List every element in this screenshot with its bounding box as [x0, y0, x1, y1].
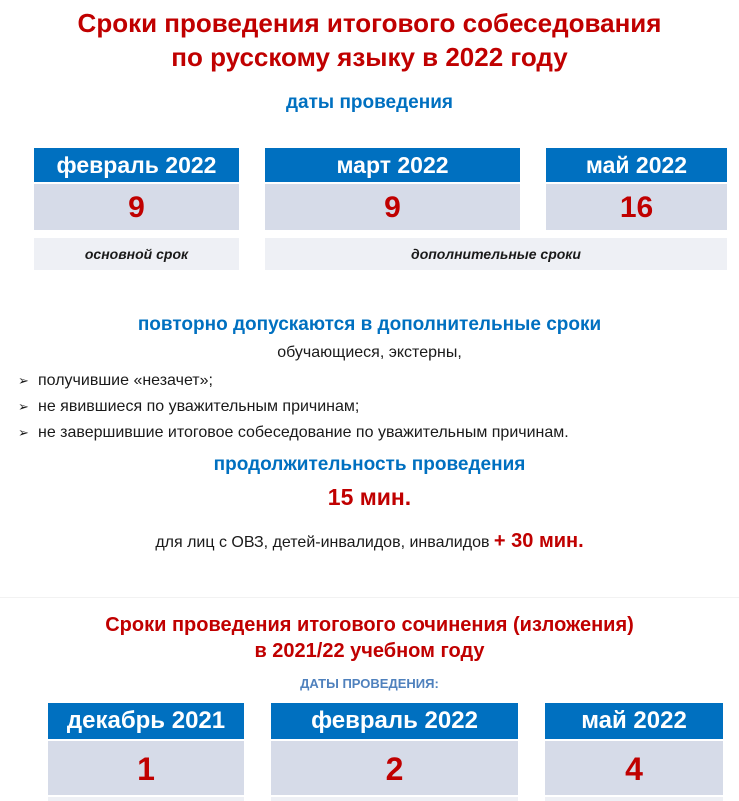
arrow-bullet-icon: ➢: [18, 399, 29, 414]
card-footer-strip: [271, 797, 518, 801]
title-line-2: по русскому языку в 2022 году: [171, 42, 568, 72]
list-item-text: получившие «незачет»;: [38, 372, 213, 389]
date-card-month: декабрь 2021: [48, 703, 244, 739]
list-item: [18, 420, 569, 446]
main-term-label: основной срок: [34, 238, 239, 270]
date-card-day: 16: [546, 182, 727, 230]
date-card-month: май 2022: [546, 148, 727, 182]
extra-terms-label: дополнительные сроки: [265, 238, 727, 270]
date-card-day: 4: [545, 739, 723, 795]
arrow-bullet-icon: ➢: [18, 425, 29, 440]
date-card-day: 9: [265, 182, 520, 230]
date-card-month: февраль 2022: [34, 148, 239, 182]
ovz-extra-time: + 30 мин.: [493, 530, 584, 552]
list-item: [18, 368, 569, 394]
title-line-1: Сроки проведения итогового сочинения (изложения): [105, 614, 634, 636]
date-card-march: [265, 148, 520, 230]
readmit-list: [18, 368, 569, 446]
readmit-heading: повторно допускаются в дополнительные сроки: [137, 314, 602, 335]
ovz-line: [0, 530, 739, 553]
list-item-text: не завершившие итоговое собеседование по уважительным причинам.: [38, 424, 569, 441]
date-card-month: май 2022: [545, 703, 723, 739]
card-footer-strip: [48, 797, 244, 801]
duration-heading: продолжительность проведения: [213, 454, 526, 475]
date-card-february: [34, 148, 239, 230]
title-line-1: Сроки проведения итогового собеседования: [77, 8, 662, 38]
card-footer-strip: [545, 797, 723, 801]
list-item-text: не явившиеся по уважительным причинам;: [38, 398, 360, 415]
date-card-day: 1: [48, 739, 244, 795]
dates-heading: даты проведения: [286, 92, 453, 113]
ovz-text: для лиц с ОВЗ, детей-инвалидов, инвалидов: [155, 534, 494, 551]
date-card-december: [48, 703, 244, 795]
readmit-intro: обучающиеся, экстерны,: [277, 344, 462, 361]
date-card-may: [545, 703, 723, 795]
date-card-month: март 2022: [265, 148, 520, 182]
date-card-month: февраль 2022: [271, 703, 518, 739]
slide-title: [0, 612, 739, 664]
date-card-may: [546, 148, 727, 230]
date-card-day: 2: [271, 739, 518, 795]
title-line-2: в 2021/22 учебном году: [254, 640, 485, 662]
dates-heading: ДАТЫ ПРОВЕДЕНИЯ:: [300, 676, 439, 691]
date-card-day: 9: [34, 182, 239, 230]
slide-title: [0, 6, 739, 74]
duration-value: 15 мин.: [327, 484, 412, 510]
list-item: [18, 394, 569, 420]
arrow-bullet-icon: ➢: [18, 373, 29, 388]
date-card-february: [271, 703, 518, 795]
